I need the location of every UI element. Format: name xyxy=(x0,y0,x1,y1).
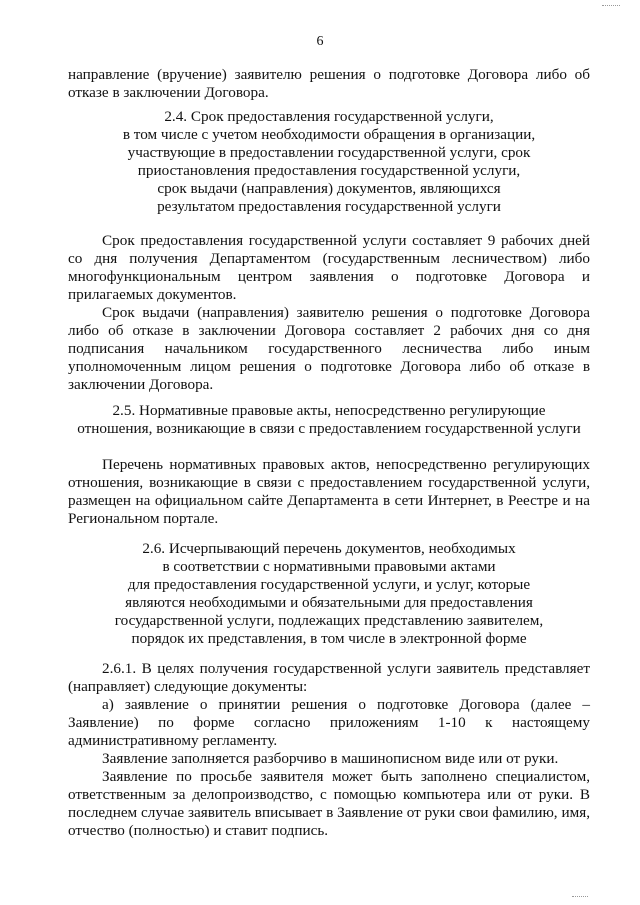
section-2-4-heading xyxy=(68,108,590,216)
paragraph: а) заявление о принятии решения о подготовке Договора (далее – Заявление) по форме согласно приложениям 1-10 к настоящему административному регламенту. xyxy=(68,696,590,749)
heading-line: 2.5. Нормативные правовые акты, непосредственно регулирующие xyxy=(112,402,546,419)
heading-line: являются необходимыми и обязательными для предоставления xyxy=(125,594,533,611)
heading-line: в соответствии с нормативными правовыми актами xyxy=(162,558,496,575)
section-heading xyxy=(68,402,590,438)
page-number: 6 xyxy=(316,34,324,49)
heading-line: 2.6. Исчерпывающий перечень документов, необходимых xyxy=(142,540,516,557)
heading-line: участвующие в предоставлении государственной услуги, срок xyxy=(127,144,531,161)
section-2-5-heading xyxy=(68,402,590,438)
section-heading xyxy=(68,108,590,216)
heading-line: 2.4. Срок предоставления государственной услуги, xyxy=(164,108,494,125)
heading-line: срок выдачи (направления) документов, являющихся xyxy=(157,180,501,197)
paragraph: 2.6.1. В целях получения государственной услуги заявитель представляет (направляет) следующие документы: xyxy=(68,660,590,695)
section-2-6-heading xyxy=(68,540,590,648)
paragraph: Перечень нормативных правовых актов, непосредственно регулирующих отношения, возникающие в связи с предоставлением государственной услуги, размещен на официальном сайте Департамента в сети Интернет, в Реестре и на Региональном портале. xyxy=(68,456,590,527)
heading-line: государственной услуги, подлежащих представлению заявителем, xyxy=(114,612,544,629)
paragraph: Заявление по просьбе заявителя может быть заполнено специалистом, ответственным за делопроизводство, с помощью компьютера или от руки. В последнем случае заявитель вписывает в Заявление от руки свои фамилию, имя, отчество (полностью) и ставит подпись. xyxy=(68,768,590,839)
heading-line: в том числе с учетом необходимости обращения в организации, xyxy=(122,126,536,143)
heading-line: порядок их представления, в том числе в электронной форме xyxy=(131,630,527,647)
heading-line: отношения, возникающие в связи с предоставлением государственной услуги xyxy=(77,420,581,437)
section-2-5-body xyxy=(68,456,590,528)
section-2-4-body xyxy=(68,232,590,394)
scan-mark xyxy=(572,893,588,897)
scan-mark xyxy=(602,2,620,6)
intro-paragraph: направление (вручение) заявителю решения о подготовке Договора либо об отказе в заключении Договора. xyxy=(68,66,590,101)
heading-line: для предоставления государственной услуги, и услуг, которые xyxy=(127,576,531,593)
intro-block xyxy=(68,66,590,102)
section-heading xyxy=(68,540,590,648)
heading-line: приостановления предоставления государственной услуги, xyxy=(137,162,521,179)
paragraph: Заявление заполняется разборчиво в машинописном виде или от руки. xyxy=(102,750,559,767)
heading-line: результатом предоставления государственной услуги xyxy=(157,198,501,215)
section-2-6-body xyxy=(68,660,590,840)
paragraph: Срок выдачи (направления) заявителю решения о подготовке Договора либо об отказе в заключении Договора составляет 2 рабочих дня со дня подписания начальником государственного лесничества либо иным уполномоченным лицом решения о подготовке Договора либо об отказе в заключении Договора. xyxy=(68,304,590,393)
paragraph: Срок предоставления государственной услуги составляет 9 рабочих дней со дня получения Департаментом (государственным лесничеством) либо многофункциональным центром заявления о подготовке Договора и прилагаемых документов. xyxy=(68,232,590,303)
